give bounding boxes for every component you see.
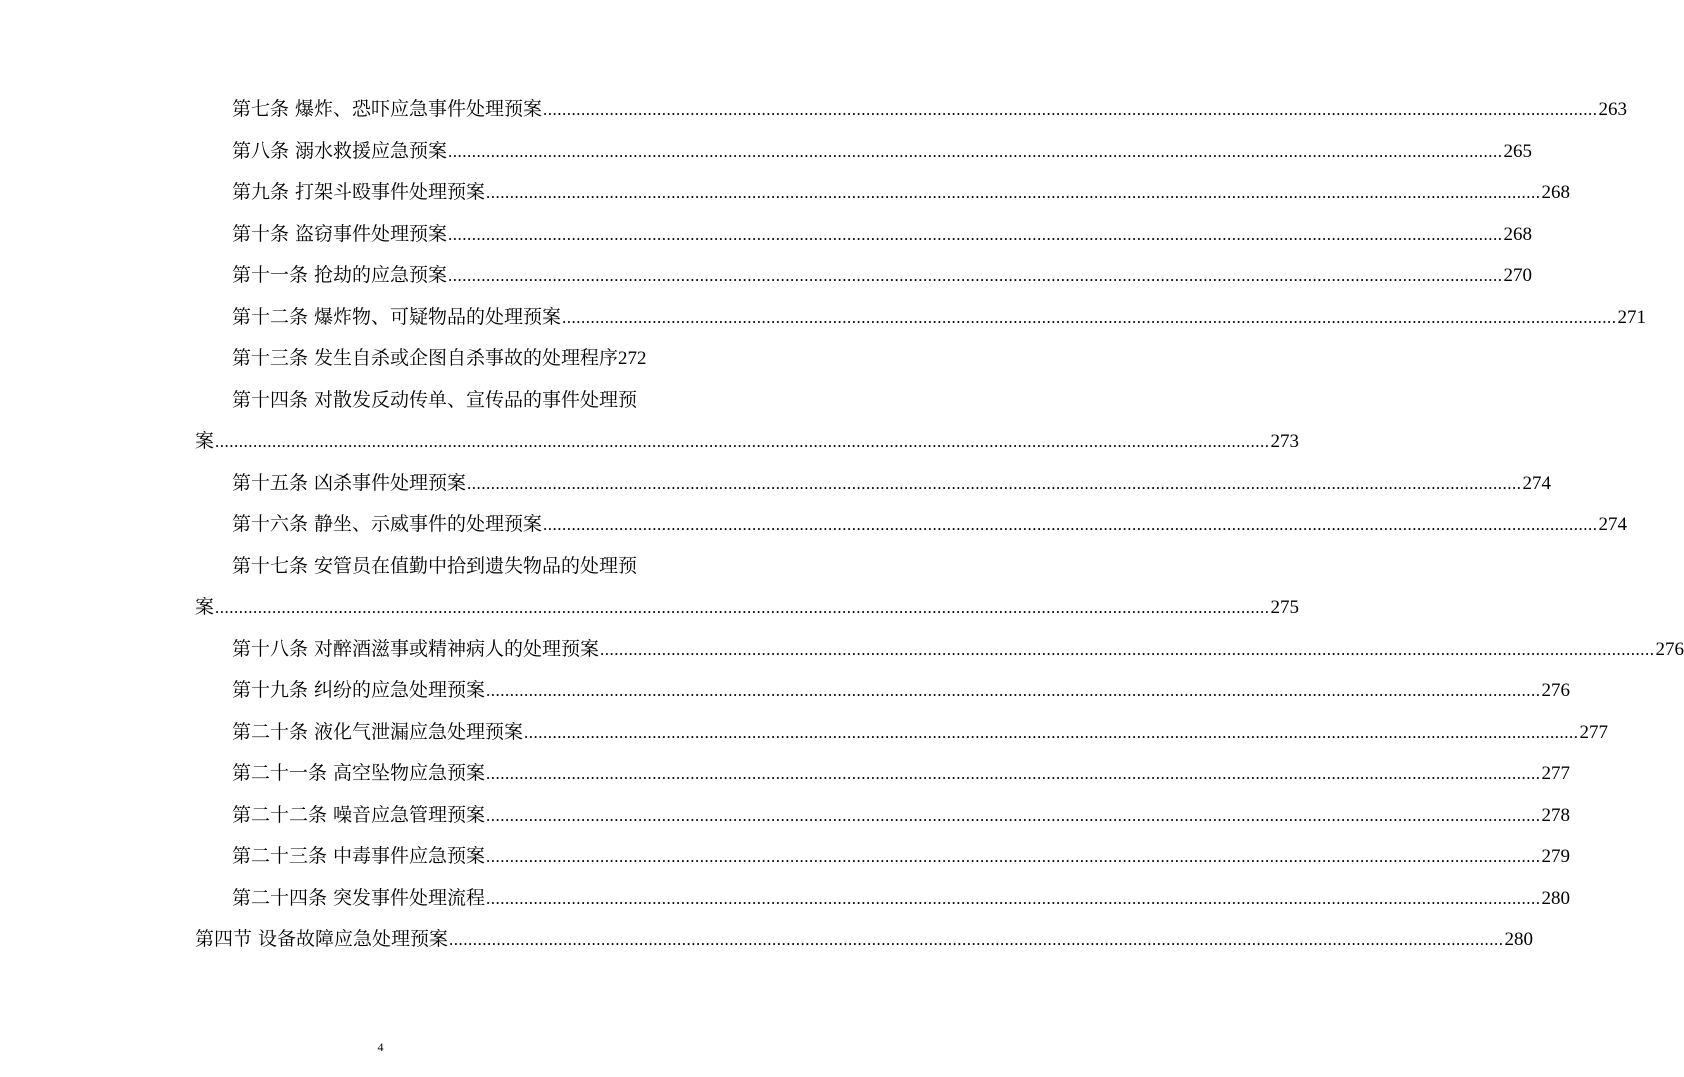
toc-leader-dots	[215, 430, 1270, 454]
toc-entry[interactable]	[232, 886, 1571, 911]
toc-page-number: 263	[1598, 99, 1628, 120]
toc-leader-dots	[486, 679, 1541, 703]
toc-page-number: 276	[1655, 639, 1684, 660]
toc-entry[interactable]	[195, 595, 1300, 620]
toc-entry-label: 第十三条 发生自杀或企图自杀事故的处理程序	[232, 347, 619, 369]
toc-entry[interactable]	[232, 637, 1684, 662]
toc-page-number: 268	[1503, 224, 1533, 245]
toc-entry[interactable]	[232, 180, 1571, 205]
toc-entry-first-line[interactable]: 第十七条 安管员在值勤中拾到遗失物品的处理预	[232, 555, 638, 577]
toc-leader-dots	[486, 887, 1541, 911]
toc-page-number: 271	[1617, 307, 1647, 328]
toc-entry-label: 第十六条 静坐、示威事件的处理预案	[232, 513, 543, 535]
toc-leader-dots	[486, 804, 1541, 828]
toc-page-number: 278	[1541, 805, 1571, 826]
toc-entry-label: 第七条 爆炸、恐吓应急事件处理预案	[232, 98, 543, 120]
toc-entry-label: 第八条 溺水救援应急预案	[232, 140, 448, 162]
toc-entry[interactable]	[232, 844, 1571, 869]
toc-page-number: 279	[1541, 846, 1571, 867]
toc-page-number: 280	[1541, 888, 1571, 909]
toc-section-entry[interactable]	[195, 927, 1534, 952]
toc-leader-dots	[543, 98, 1598, 122]
toc-entry-label: 第二十二条 噪音应急管理预案	[232, 804, 486, 826]
toc-leader-dots	[524, 721, 1579, 745]
toc-leader-dots	[543, 513, 1598, 537]
toc-entry-label: 第十一条 抢劫的应急预案	[232, 264, 448, 286]
toc-entry-label: 第九条 打架斗殴事件处理预案	[232, 181, 486, 203]
toc-page-number: 280	[1504, 929, 1534, 950]
toc-leader-dots	[448, 264, 1503, 288]
toc-entry[interactable]	[232, 471, 1552, 496]
toc-entry[interactable]	[232, 97, 1628, 122]
toc-leader-dots	[600, 638, 1655, 662]
toc-entry[interactable]	[232, 346, 647, 371]
toc-entry[interactable]	[232, 720, 1609, 745]
toc-entry-label: 第四节 设备故障应急处理预案	[195, 928, 449, 950]
toc-entry[interactable]	[232, 263, 1533, 288]
toc-entry-label-end: 案	[195, 430, 215, 452]
toc-entry-label: 第二十一条 高空坠物应急预案	[232, 762, 486, 784]
toc-page-number: 276	[1541, 680, 1571, 701]
toc-leader-dots	[448, 223, 1503, 247]
toc-entry-label-end: 案	[195, 596, 215, 618]
toc-entry-label: 第十九条 纠纷的应急处理预案	[232, 679, 486, 701]
toc-page-number: 268	[1541, 182, 1571, 203]
toc-entry-label: 第十八条 对醉酒滋事或精神病人的处理预案	[232, 638, 600, 660]
toc-leader-dots	[486, 762, 1541, 786]
toc-entry-label: 第十条 盗窃事件处理预案	[232, 223, 448, 245]
toc-leader-dots	[449, 928, 1504, 952]
toc-entry-label: 第十五条 凶杀事件处理预案	[232, 472, 467, 494]
toc-entry[interactable]	[232, 803, 1571, 828]
toc-entry[interactable]	[195, 429, 1300, 454]
toc-leader-dots	[486, 845, 1541, 869]
toc-entry[interactable]	[232, 512, 1628, 537]
toc-page-number: 275	[1270, 597, 1300, 618]
toc-page-number: 273	[1270, 431, 1300, 452]
toc-entry[interactable]	[232, 761, 1571, 786]
toc-entry[interactable]	[232, 222, 1533, 247]
toc-entry[interactable]	[232, 305, 1647, 330]
toc-entry-first-line[interactable]: 第十四条 对散发反动传单、宣传品的事件处理预	[232, 389, 638, 411]
toc-leader-dots	[467, 472, 1522, 496]
toc-entry[interactable]	[232, 139, 1533, 164]
toc-entry[interactable]	[232, 678, 1571, 703]
toc-page-number: 277	[1541, 763, 1571, 784]
toc-entry-label: 第二十三条 中毒事件应急预案	[232, 845, 486, 867]
toc-page-number: 265	[1503, 141, 1533, 162]
page-footer-number: 4	[377, 1040, 384, 1054]
toc-entry-label: 第十二条 爆炸物、可疑物品的处理预案	[232, 306, 562, 328]
toc-page-number: 277	[1579, 722, 1609, 743]
toc-page-number: 274	[1522, 473, 1552, 494]
toc-page-number: 270	[1503, 265, 1533, 286]
toc-page-number: 274	[1598, 514, 1628, 535]
toc-page-number: 272	[618, 348, 647, 369]
toc-leader-dots	[215, 596, 1270, 620]
toc-entry-label: 第二十条 液化气泄漏应急处理预案	[232, 721, 524, 743]
toc-leader-dots	[448, 140, 1503, 164]
toc-entry-label: 第二十四条 突发事件处理流程	[232, 887, 486, 909]
toc-leader-dots	[486, 181, 1541, 205]
toc-leader-dots	[562, 306, 1617, 330]
